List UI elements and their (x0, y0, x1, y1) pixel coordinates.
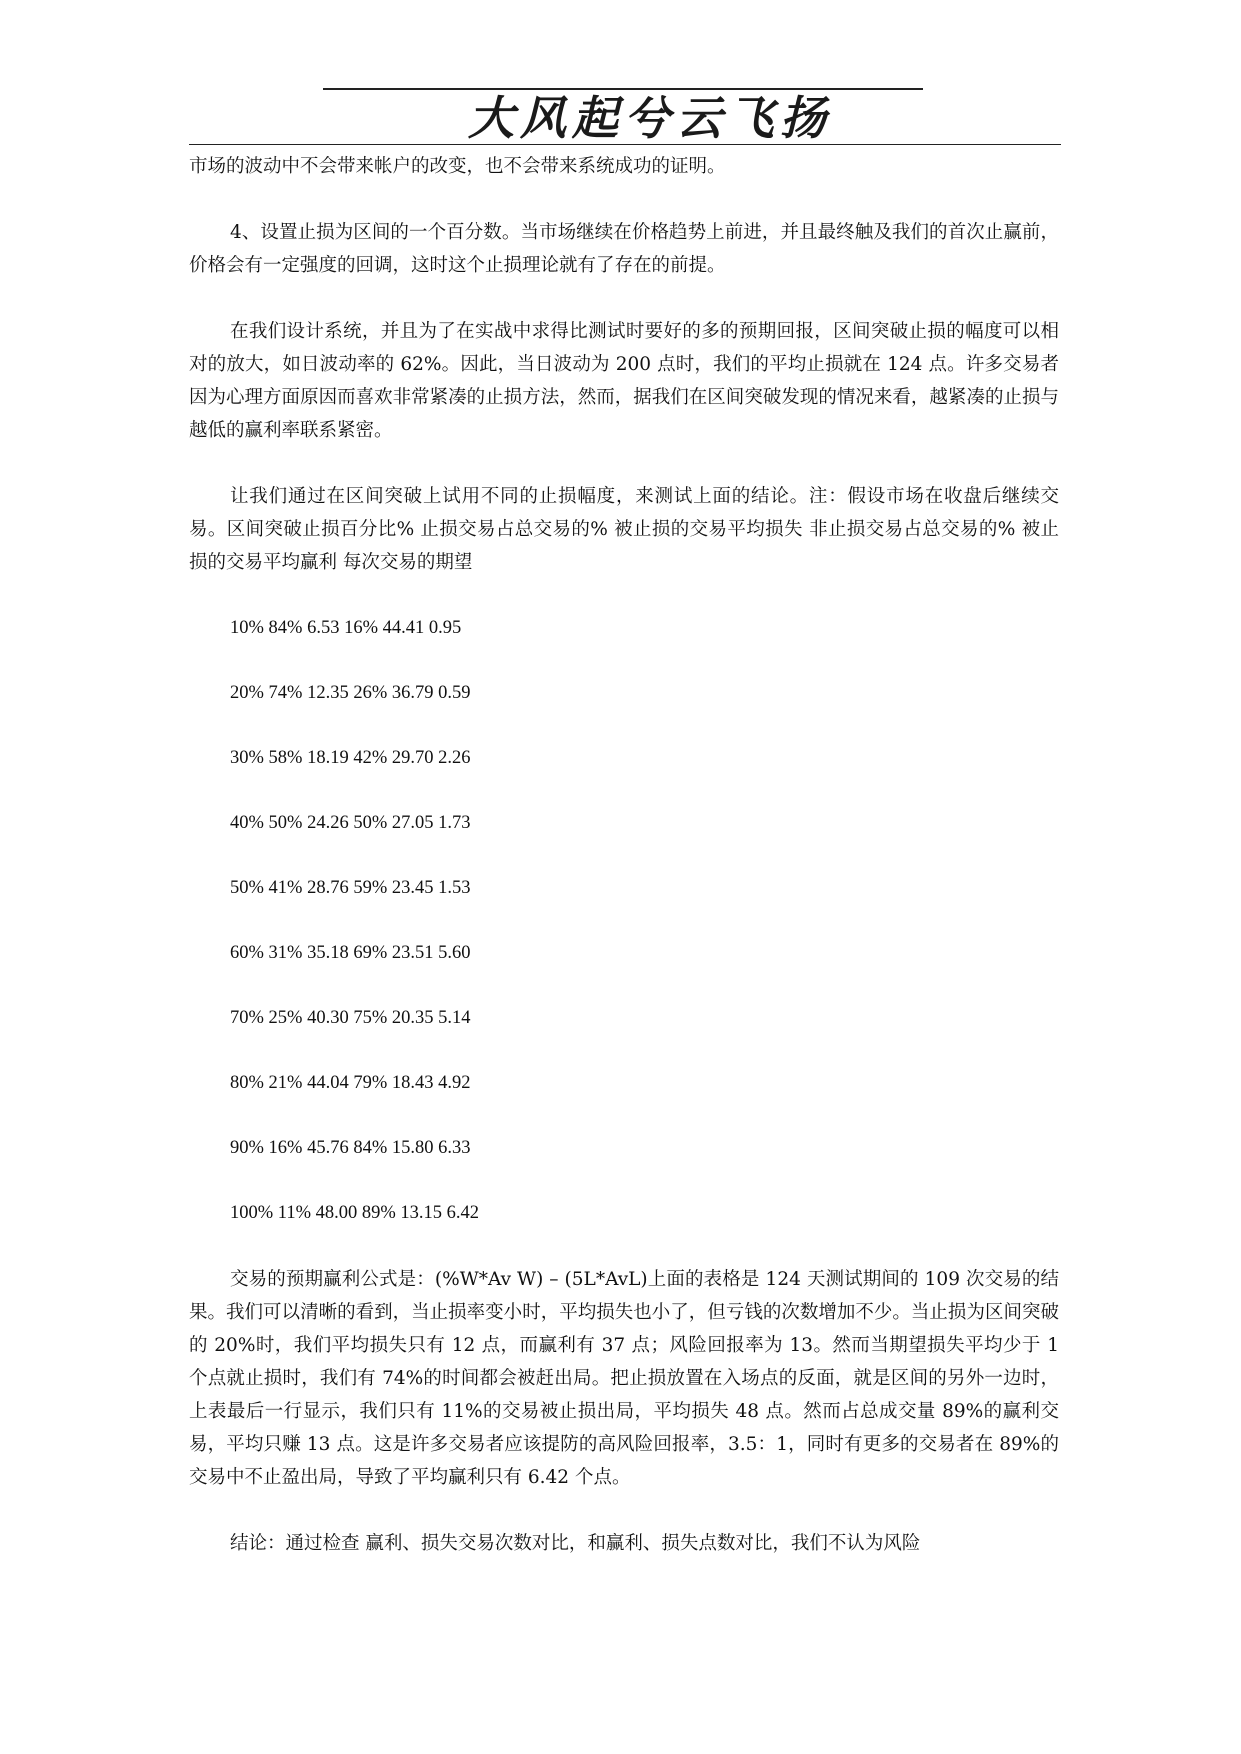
document-body (189, 150, 1059, 1560)
paragraph-continuation: 市场的波动中不会带来帐户的改变，也不会带来系统成功的证明。 (189, 156, 726, 177)
table-row: 60% 31% 35.18 69% 23.51 5.60 (230, 943, 471, 963)
table-row: 70% 25% 40.30 75% 20.35 5.14 (230, 1008, 471, 1028)
table-row: 80% 21% 44.04 79% 18.43 4.92 (230, 1073, 471, 1093)
results-table (189, 612, 1059, 1230)
table-row: 10% 84% 6.53 16% 44.41 0.95 (230, 618, 462, 638)
paragraph-system-design: 在我们设计系统，并且为了在实战中求得比测试时要好的多的预期回报，区间突破止损的幅度可以相对的放大，如日波动率的 62%。因此，当日波动为 200 点时，我们的平均止损就在 124 点。许多交易者因为心理方面原因而喜欢非常紧凑的止损方法，然而，据我们在区间突破发现的情况来看，越紧凑的止损与越低的赢利率联系紧密。 (189, 321, 1059, 441)
paragraph-test-intro: 让我们通过在区间突破上试用不同的止损幅度，来测试上面的结论。注：假设市场在收盘后继续交易。区间突破止损百分比% 止损交易占总交易的% 被止损的交易平均损失 非止损交易占总交易的% 被止损的交易平均赢利 每次交易的期望 (189, 486, 1059, 573)
table-row: 90% 16% 45.76 84% 15.80 6.33 (230, 1138, 471, 1158)
header-bottom-rule (189, 144, 1061, 145)
header-top-rule (323, 88, 923, 90)
paragraph-conclusion: 结论：通过检查 赢利、损失交易次数对比，和赢利、损失点数对比，我们不认为风险 (230, 1533, 921, 1554)
paragraph-stop-loss-percent: 4、设置止损为区间的一个百分数。当市场继续在价格趋势上前进，并且最终触及我们的首次止赢前，价格会有一定强度的回调，这时这个止损理论就有了存在的前提。 (189, 222, 1059, 276)
table-row: 50% 41% 28.76 59% 23.45 1.53 (230, 878, 471, 898)
paragraph-expected-profit: 交易的预期赢利公式是：(%W*Av W) – (5L*AvL)上面的表格是 124 天测试期间的 109 次交易的结果。我们可以清晰的看到，当止损率变小时，平均损失也小了，但亏钱的次数增加不少。当止损为区间突破的 20%时，我们平均损失只有 12 点，而赢利有 37 点；风险回报率为 13。然而当期望损失平均少于 1 个点就止损时，我们有 74%的时间都会被赶出局。把止损放置在入场点的反面，就是区间的另外一边时，上表最后一行显示，我们只有 11%的交易被止损出局，平均损失 48 点。然而占总成交量 89%的赢利交易，平均只赚 13 点。这是许多交易者应该提防的高风险回报率，3.5：1，同时有更多的交易者在 89%的交易中不止盈出局，导致了平均赢利只有 6.42 个点。 (189, 1269, 1059, 1488)
table-row: 40% 50% 24.26 50% 27.05 1.73 (230, 813, 471, 833)
header-banner: 大风起兮云飞扬 (468, 91, 832, 145)
table-row: 100% 11% 48.00 89% 13.15 6.42 (230, 1203, 480, 1223)
table-row: 30% 58% 18.19 42% 29.70 2.26 (230, 748, 471, 768)
table-row: 20% 74% 12.35 26% 36.79 0.59 (230, 683, 471, 703)
